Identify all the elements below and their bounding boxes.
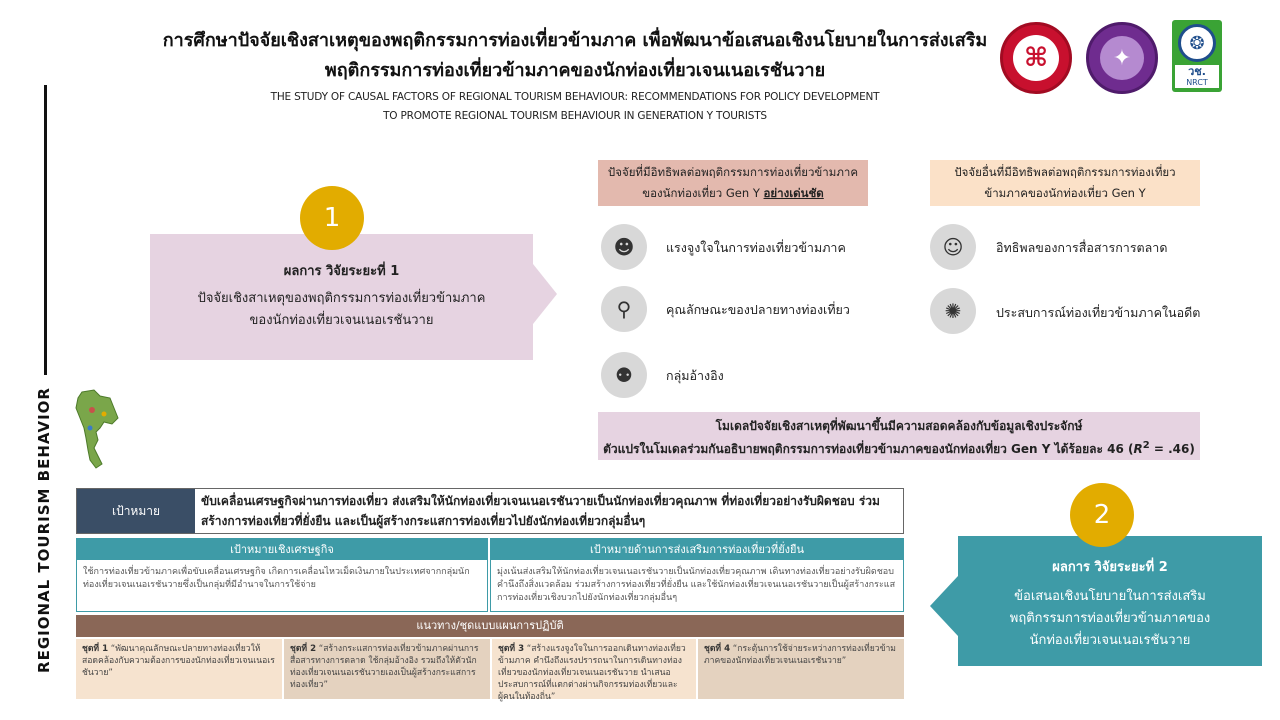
model-summary-line1: โมเดลปัจจัยเชิงสาเหตุที่พัฒนาขึ้นมีความสอดคล้องกับข้อมูลเชิงประจักษ์ (715, 419, 1083, 433)
result1-body-line1: ปัจจัยเชิงสาเหตุของพฤติกรรมการท่องเที่ยวข้ามภาค (197, 291, 486, 306)
result2-body-line3: นักท่องเที่ยวเจนเนอเรชันวาย (1029, 633, 1191, 648)
significant-factors-header-line1: ปัจจัยที่มีอิทธิพลต่อพฤติกรรมการท่องเที่ยวข้ามภาค (607, 165, 859, 179)
plan-key: ชุดที่ 2 (290, 644, 317, 654)
result2-heading: ผลการ วิจัยระยะที่ 2 (1052, 560, 1168, 575)
plans-header: แนวทาง/ชุดแบบแผนการปฏิบัติ (76, 615, 904, 637)
result2-body (958, 586, 1262, 652)
vertical-title: REGIONAL TOURISM BEHAVIOR (35, 387, 53, 673)
side-divider-line (44, 85, 47, 375)
significant-factor-3: กลุ่มอ้างอิง (666, 368, 724, 383)
economic-goal-header: เป้าหมายเชิงเศรษฐกิจ (76, 538, 488, 560)
title-english-line1: THE STUDY OF CAUSAL FACTORS OF REGIONAL TOURISM BEHAVIOUR: RECOMMENDATIONS FOR POLICY DEVELOPMENT (270, 91, 880, 103)
result2-body-line2: พฤติกรรมการท่องเที่ยวข้ามภาคของ (1009, 611, 1211, 626)
model-summary-line2-prefix: ตัวแปรในโมเดลร่วมกันอธิบายพฤติกรรมการท่องเที่ยวข้ามภาคของนักท่องเที่ยว Gen Y ได้ร้อยละ 46 ( (603, 442, 1134, 456)
title-thai (150, 26, 1000, 86)
result2-body-line1: ข้อเสนอเชิงนโยบายในการส่งเสริม (1014, 589, 1206, 604)
model-summary-line2-suffix: = .46) (1149, 442, 1195, 456)
r-squared-superscript: 2 (1142, 440, 1150, 451)
result2-box (958, 536, 1262, 666)
significant-factors-header (598, 160, 868, 206)
title-english (150, 88, 1000, 126)
result1-number-badge: 1 (300, 186, 364, 250)
model-summary-box (598, 412, 1200, 460)
significant-factors-header-line2-text: ของนักท่องเที่ยว Gen Y (642, 186, 760, 200)
plan-item (698, 639, 904, 699)
other-factor-2: ประสบการณ์ท่องเที่ยวข้ามภาคในอดีต (996, 305, 1201, 320)
institute-seal-logo: ✦ (1086, 22, 1158, 94)
goal-label: เป้าหมาย (77, 489, 195, 533)
result2-number-badge: 2 (1070, 483, 1134, 547)
title-thai-line2: พฤติกรรมการท่องเที่ยวข้ามภาคของนักท่องเที่ยวเจนเนอเรชันวาย (324, 60, 826, 81)
plan-key: ชุดที่ 4 (704, 644, 731, 654)
plan-text: “สร้างแรงจูงใจในการออกเดินทางท่องเที่ยวข้ามภาค คำนึงถึงแรงปรารถนาในการเดินทางท่องเที่ยวของนักท่องเที่ยวเจนเนอเรชันวาย นำเสนอประสบการณ์ที่แตกต่างผ่านกิจกรรมท่องเที่ยวและผู้คนในท้องถิ่น” (498, 644, 686, 702)
result1-box (150, 234, 533, 360)
economic-goal-body: ใช้การท่องเที่ยวข้ามภาคเพื่อขับเคลื่อนเศรษฐกิจ เกิดการเคลื่อนไหวเม็ดเงินภายในประเทศจากกลุ่มนักท่องเที่ยวเจนเนอเรชันวายซึ่งเป็นกลุ่มที่มีอำนาจในการใช้จ่าย (76, 560, 488, 612)
significant-factor-2: คุณลักษณะของปลายทางท่องเที่ยว (666, 302, 850, 317)
result1-body-line2: ของนักท่องเที่ยวเจนเนอเรชันวาย (249, 313, 434, 328)
significant-factors-emphasis: อย่างเด่นชัด (763, 186, 824, 200)
title-thai-line1: การศึกษาปัจจัยเชิงสาเหตุของพฤติกรรมการท่องเที่ยวข้ามภาค เพื่อพัฒนาข้อเสนอเชิงนโยบายในการส่งเสริม (162, 30, 988, 51)
significant-factors-header-line2 (598, 183, 868, 204)
sustainable-goal-body: มุ่งเน้นส่งเสริมให้นักท่องเที่ยวเจนเนอเรชันวายเป็นนักท่องเที่ยวคุณภาพ เดินทางท่องเที่ยวอย่างรับผิดชอบ คำนึงถึงสิ่งแวดล้อม ร่วมสร้างการท่องเที่ยวที่ยั่งยืน และใช้นักท่องเที่ยวเจนเนอเรชันวายเป็นผู้สร้างกระแสการท่องเที่ยวเชิงบวกไปยังนักท่องเที่ยวกลุ่มอื่นๆ (490, 560, 904, 612)
plan-key: ชุดที่ 1 (82, 644, 109, 654)
memory-head-icon: ✺ (930, 288, 976, 334)
result1-arrow (533, 264, 557, 324)
group-people-icon: ⚉ (601, 352, 647, 398)
university-seal-logo: ⌘ (1000, 22, 1072, 94)
plan-text: “พัฒนาคุณลักษณะปลายทางท่องเที่ยวให้สอดคล้องกับความต้องการของนักท่องเที่ยวเจนเนอเรชันวาย” (82, 644, 275, 678)
other-factor-1: อิทธิพลของการสื่อสารการตลาด (996, 240, 1168, 255)
plan-text: “สร้างกระแสการท่องเที่ยวข้ามภาคผ่านการสื่อสารทางการตลาด ใช้กลุ่มอ้างอิง รวมถึงให้ตัวนักท่องเที่ยวเจนเนอเรชันวายเองเป็นผู้สร้างกระแสการท่องเที่ยว” (290, 644, 479, 690)
plan-item (76, 639, 282, 699)
goal-box (76, 488, 904, 534)
result1-heading: ผลการ วิจัยระยะที่ 1 (283, 264, 400, 279)
goal-text: ขับเคลื่อนเศรษฐกิจผ่านการท่องเที่ยว ส่งเสริมให้นักท่องเที่ยวเจนเนอเรชันวายเป็นนักท่องเที่ยวคุณภาพ ที่ท่องเที่ยวอย่างรับผิดชอบ ร่วมสร้างการท่องเที่ยวที่ยั่งยืน และเป็นผู้สร้างกระแสการท่องเที่ยวไปยังนักท่องเที่ยวกลุ่มอื่นๆ (201, 494, 880, 528)
other-factors-header-line1: ปัจจัยอื่นที่มีอิทธิพลต่อพฤติกรรมการท่องเที่ยว (954, 165, 1176, 179)
significant-factor-1: แรงจูงใจในการท่องเที่ยวข้ามภาค (666, 240, 846, 255)
other-factors-header (930, 160, 1200, 206)
plan-item (492, 639, 696, 702)
plan-item (284, 639, 490, 699)
plan-text: “กระตุ้นการใช้จ่ายระหว่างการท่องเที่ยวข้ามภาคของนักท่องเที่ยวเจนเนอเรชันวาย” (704, 644, 896, 666)
nrct-logo: ❂ วช. NRCT (1172, 20, 1222, 92)
sustainable-goal-header: เป้าหมายด้านการส่งเสริมการท่องเที่ยวที่ยั่งยืน (490, 538, 904, 560)
nrct-logo-english: NRCT (1175, 78, 1219, 88)
other-factors-header-line2: ข้ามภาคของนักท่องเที่ยว Gen Y (984, 186, 1146, 200)
plan-key: ชุดที่ 3 (498, 644, 525, 654)
speech-head-icon: ☺ (930, 224, 976, 270)
thailand-map-icon (74, 388, 120, 470)
brain-head-icon: ☻ (601, 224, 647, 270)
title-english-line2: TO PROMOTE REGIONAL TOURISM BEHAVIOUR IN GENERATION Y TOURISTS (383, 110, 767, 122)
r-squared-symbol: R (1133, 442, 1143, 456)
result1-body (150, 288, 533, 332)
nrct-logo-thai: วช. (1175, 65, 1219, 78)
map-pin-icon: ⚲ (601, 286, 647, 332)
result2-arrow (930, 576, 958, 636)
model-summary-line2 (598, 436, 1200, 459)
